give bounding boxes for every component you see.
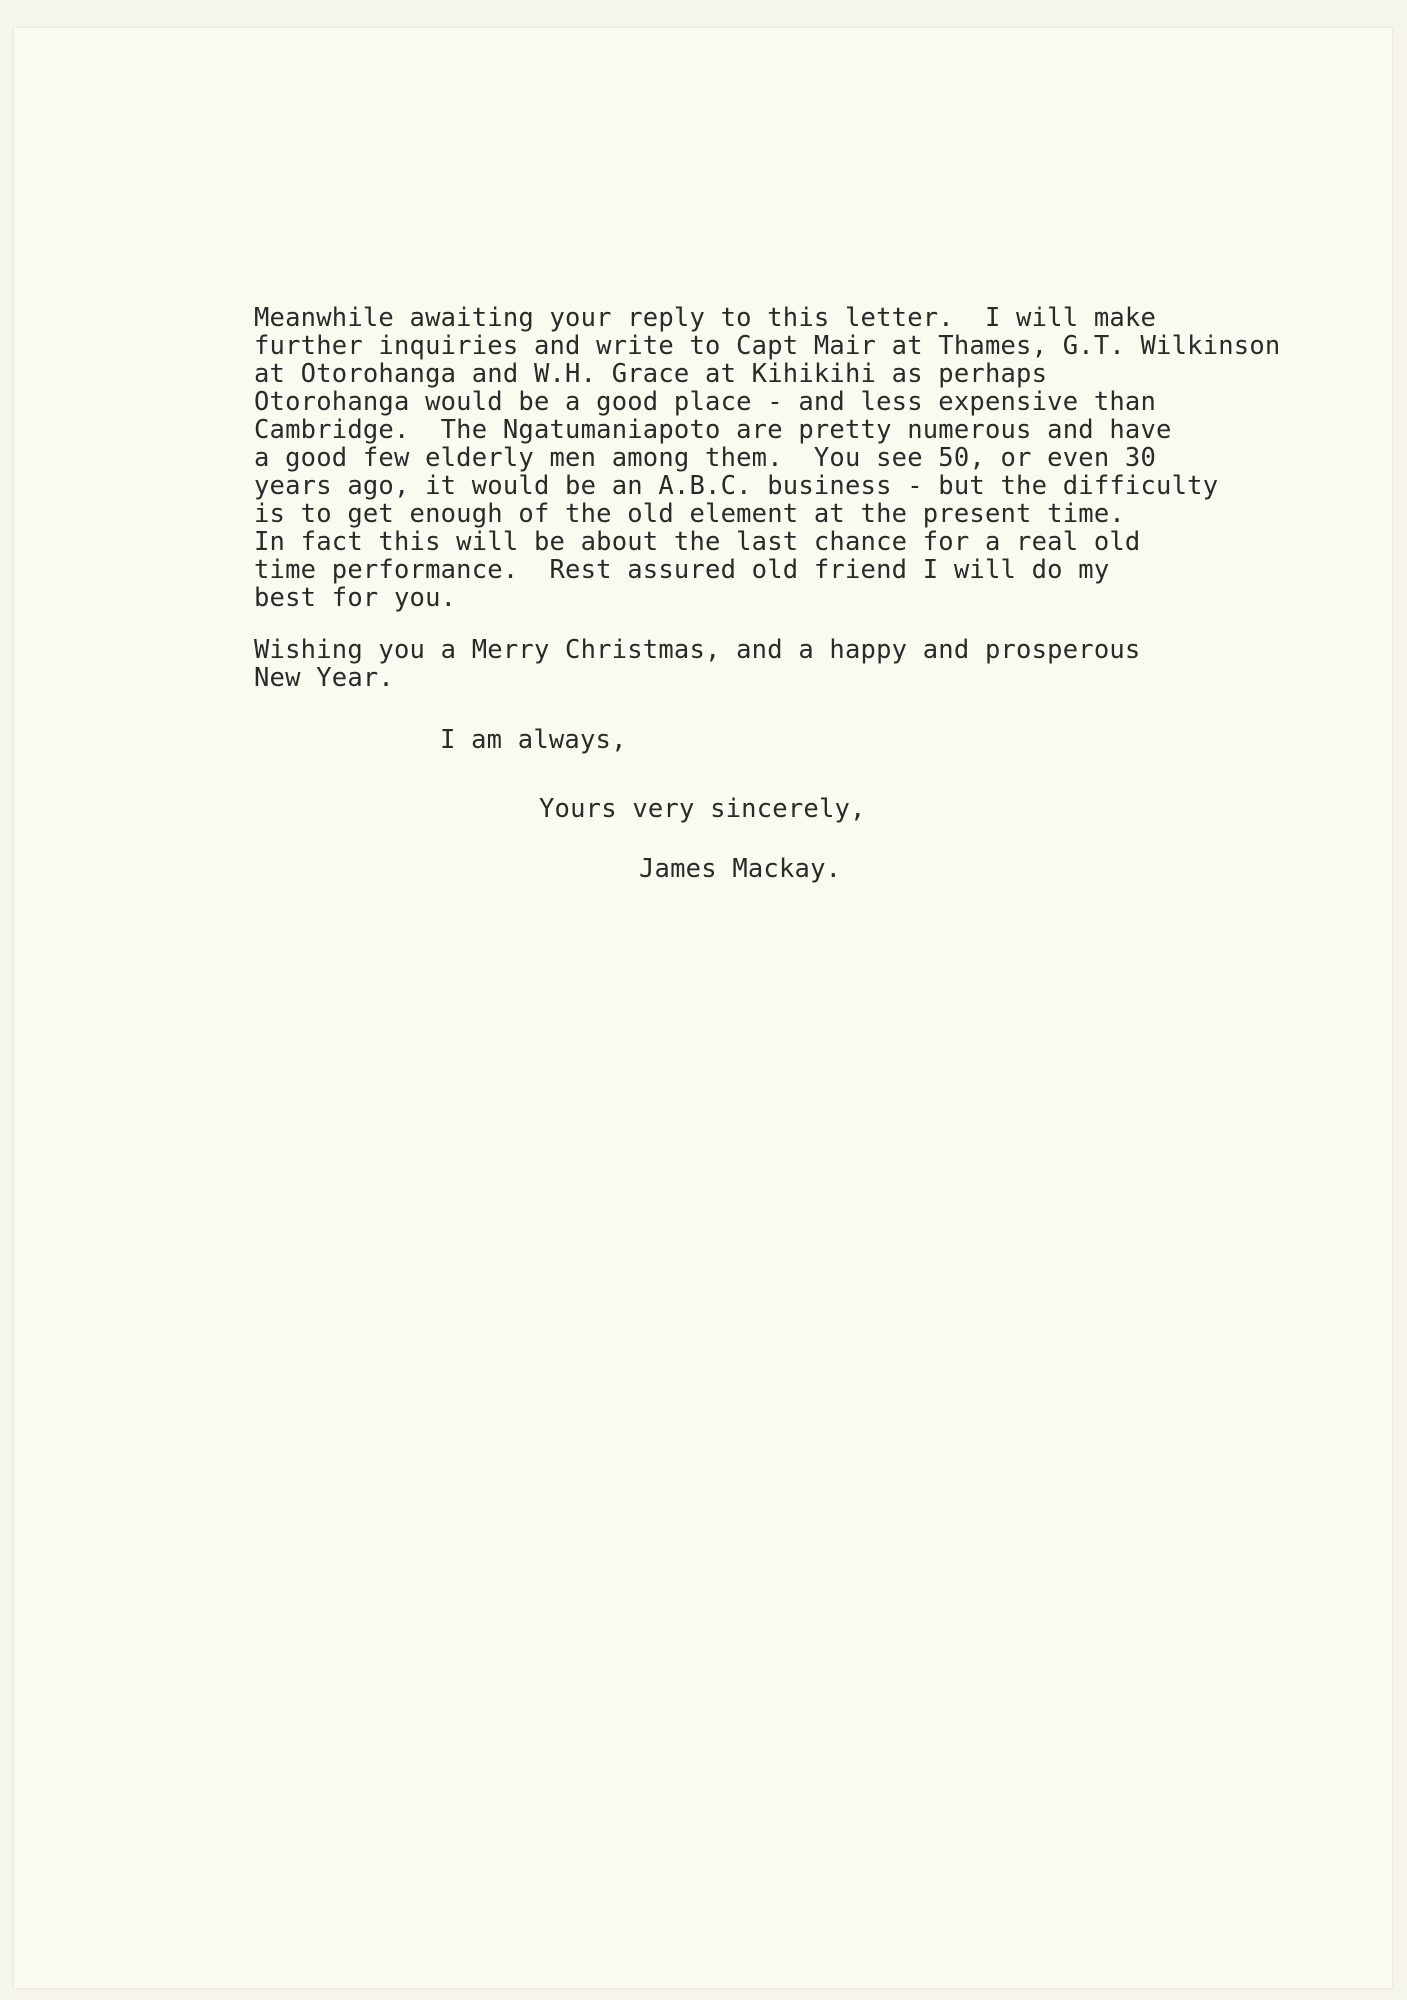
- body-paragraph-main: Meanwhile awaiting your reply to this letter. I will make further inquiries and write to Capt Mair at Thames, G.T. Wilkinson at Otorohanga and W.H. Grace at Kihikihi as perhaps Otorohanga would be a good place - and less expensive than Cambridge. The Ngatumaniapoto are pretty numerous and have a good few elderly men among them. You see 50, or even 30 years ago, it would be an A.B.C. business - but the difficulty is to get enough of the old element at the present time. In fact this will be about the last chance for a real old time performance. Rest assured old friend I will do my best for you.: [254, 303, 1281, 613]
- valediction: Yours very sincerely,: [539, 794, 866, 824]
- closing-line: I am always,: [440, 725, 627, 755]
- letter-body: [254, 304, 1374, 692]
- signature-name: James Mackay.: [639, 854, 842, 884]
- body-paragraph-greetings: Wishing you a Merry Christmas, and a happy and prosperous New Year.: [254, 635, 1141, 693]
- letter-page: [14, 28, 1392, 1988]
